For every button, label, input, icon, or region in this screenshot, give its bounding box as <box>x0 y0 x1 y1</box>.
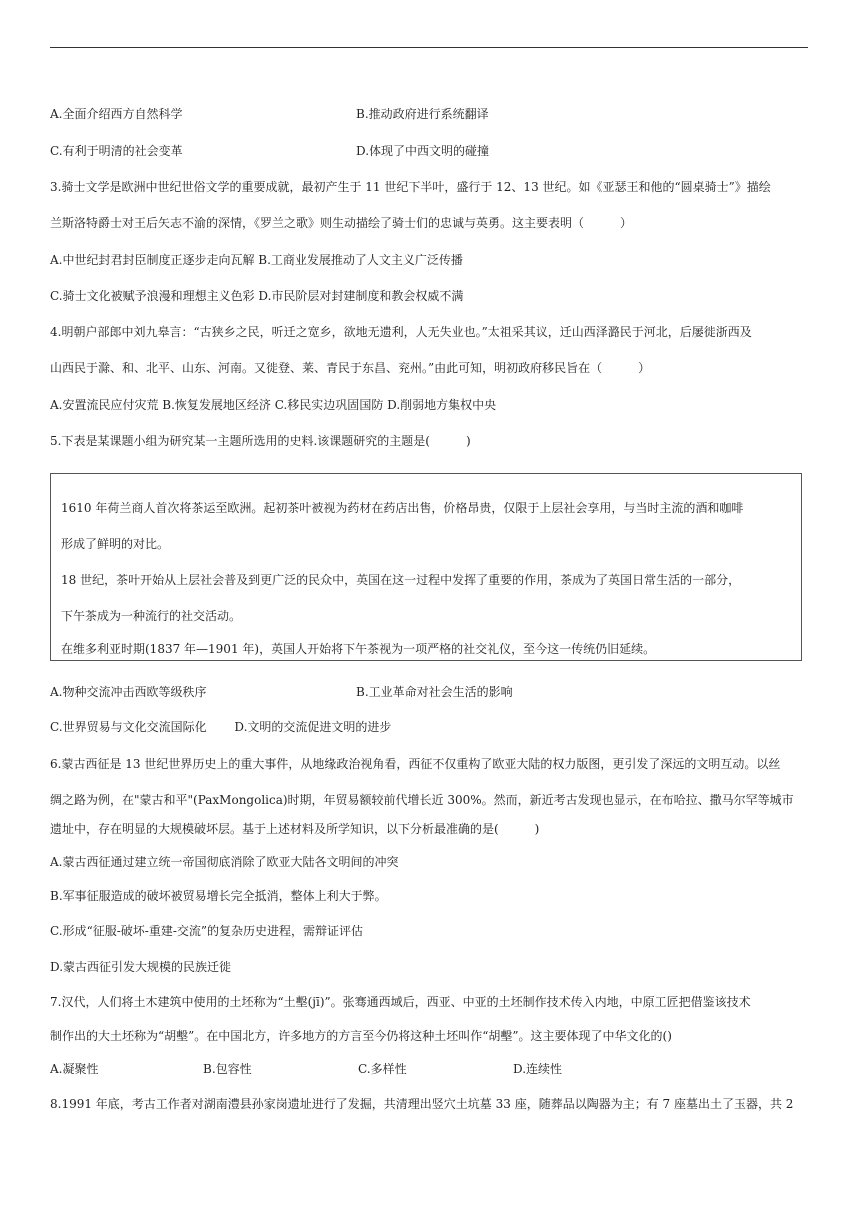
q4-stem-line2: 山西民于滁、和、北平、山东、河南。又徙登、莱、青民于东昌、兖州。”由此可知，明初政府移民旨在（ ） <box>50 361 651 375</box>
q3-stem-line2: 兰斯洛特爵士对王后矢志不渝的深情，《罗兰之歌》则生动描绘了骑士们的忠诚与英勇。这主要表明（ ） <box>50 216 633 230</box>
q2-option-d: D.体现了中西文明的碰撞 <box>356 144 490 158</box>
q5-option-a: A.物种交流冲击西欧等级秩序 <box>50 685 207 699</box>
q7-option-a: A.凝聚性 <box>50 1062 99 1076</box>
q5-table-line: 在维多利亚时期(1837 年—1901 年)，英国人开始将下午茶视为一项严格的社交礼仪，至今这一传统仍旧延续。 <box>61 642 656 656</box>
q5-stem: 5.下表是某课题小组为研究某一主题所选用的史料.该课题研究的主题是( ) <box>50 434 471 448</box>
q6-stem-line2: 绸之路为例，在"蒙古和平"(PaxMongolica)时期，年贸易额较前代增长近 300%。然而，新近考古发现也显示，在布哈拉、撒马尔罕等城市 <box>50 793 794 807</box>
q3-options-line1: A.中世纪封君封臣制度正逐步走向瓦解 B.工商业发展推动了人文主义广泛传播 <box>50 253 463 267</box>
q5-table-line: 形成了鲜明的对比。 <box>61 537 170 551</box>
q6-option-a: A.蒙古西征通过建立统一帝国彻底消除了欧亚大陆各文明间的冲突 <box>50 855 399 869</box>
q6-stem-line1: 6.蒙古西征是 13 世纪世界历史上的重大事件，从地缘政治视角看，西征不仅重构了欧亚大陆的权力版图，更引发了深远的文明互动。以丝 <box>50 757 781 771</box>
q5-source-table <box>50 473 802 661</box>
q7-option-b: B.包容性 <box>203 1062 252 1076</box>
q4-options-line: A.安置流民应付灾荒 B.恢复发展地区经济 C.移民实边巩固国防 D.削弱地方集权中央 <box>50 398 497 412</box>
q7-option-c: C.多样性 <box>358 1062 407 1076</box>
q4-stem-line1: 4.明朝户部郎中刘九皋言：“古狭乡之民，听迁之宽乡，欲地无遗利，人无失业也。”太祖采其议，迁山西泽潞民于河北，后屡徙浙西及 <box>50 325 752 339</box>
q8-stem-line1: 8.1991 年底，考古工作者对湖南澧县孙家岗遗址进行了发掘，共清理出竖穴土坑墓 33 座，随葬品以陶器为主；有 7 座墓出土了玉器，共 2 <box>50 1097 794 1111</box>
q5-option-b: B.工业革命对社会生活的影响 <box>356 685 513 699</box>
q5-table-line: 下午茶成为一种流行的社交活动。 <box>61 609 242 623</box>
q5-options-cd: C.世界贸易与文化交流国际化 D.文明的交流促进文明的进步 <box>50 720 392 734</box>
q3-options-line2: C.骑士文化被赋予浪漫和理想主义色彩 D.市民阶层对封建制度和教会权威不满 <box>50 289 464 303</box>
q7-stem-line2: 制作出的大土坯称为“胡墼”。在中国北方，许多地方的方言至今仍将这种土坯叫作“胡墼”。这主要体现了中华文化的() <box>50 1029 672 1043</box>
q3-stem-line1: 3.骑士文学是欧洲中世纪世俗文学的重要成就，最初产生于 11 世纪下半叶，盛行于 12、13 世纪。如《亚瑟王和他的“圆桌骑士”》描绘 <box>50 180 771 194</box>
q2-option-a: A.全面介绍西方自然科学 <box>50 107 183 121</box>
header-rule <box>50 47 808 48</box>
q6-option-d: D.蒙古西征引发大规模的民族迁徙 <box>50 960 232 974</box>
q2-option-b: B.推动政府进行系统翻译 <box>356 107 489 121</box>
q6-stem-line3: 遗址中，存在明显的大规模破坏层。基于上述材料及所学知识，以下分析最准确的是( ) <box>50 822 540 836</box>
q7-stem-line1: 7.汉代，人们将土木建筑中使用的土坯称为“土墼(jī)”。张骞通西域后，西亚、中亚的土坯制作技术传入内地，中原工匠把借鉴该技术 <box>50 995 751 1009</box>
q6-option-b: B.军事征服造成的破坏被贸易增长完全抵消，整体上利大于弊。 <box>50 889 387 903</box>
q5-table-line: 18 世纪，茶叶开始从上层社会普及到更广泛的民众中，英国在这一过程中发挥了重要的作用，茶成为了英国日常生活的一部分， <box>61 573 741 587</box>
q2-option-c: C.有利于明清的社会变革 <box>50 144 183 158</box>
q5-table-line: 1610 年荷兰商人首次将茶运至欧洲。起初茶叶被视为药材在药店出售，价格昂贵，仅限于上层社会享用，与当时主流的酒和咖啡 <box>61 501 744 515</box>
q7-option-d: D.连续性 <box>513 1062 563 1076</box>
q6-option-c: C.形成“征服-破坏-重建-交流”的复杂历史进程，需辩证评估 <box>50 924 364 938</box>
